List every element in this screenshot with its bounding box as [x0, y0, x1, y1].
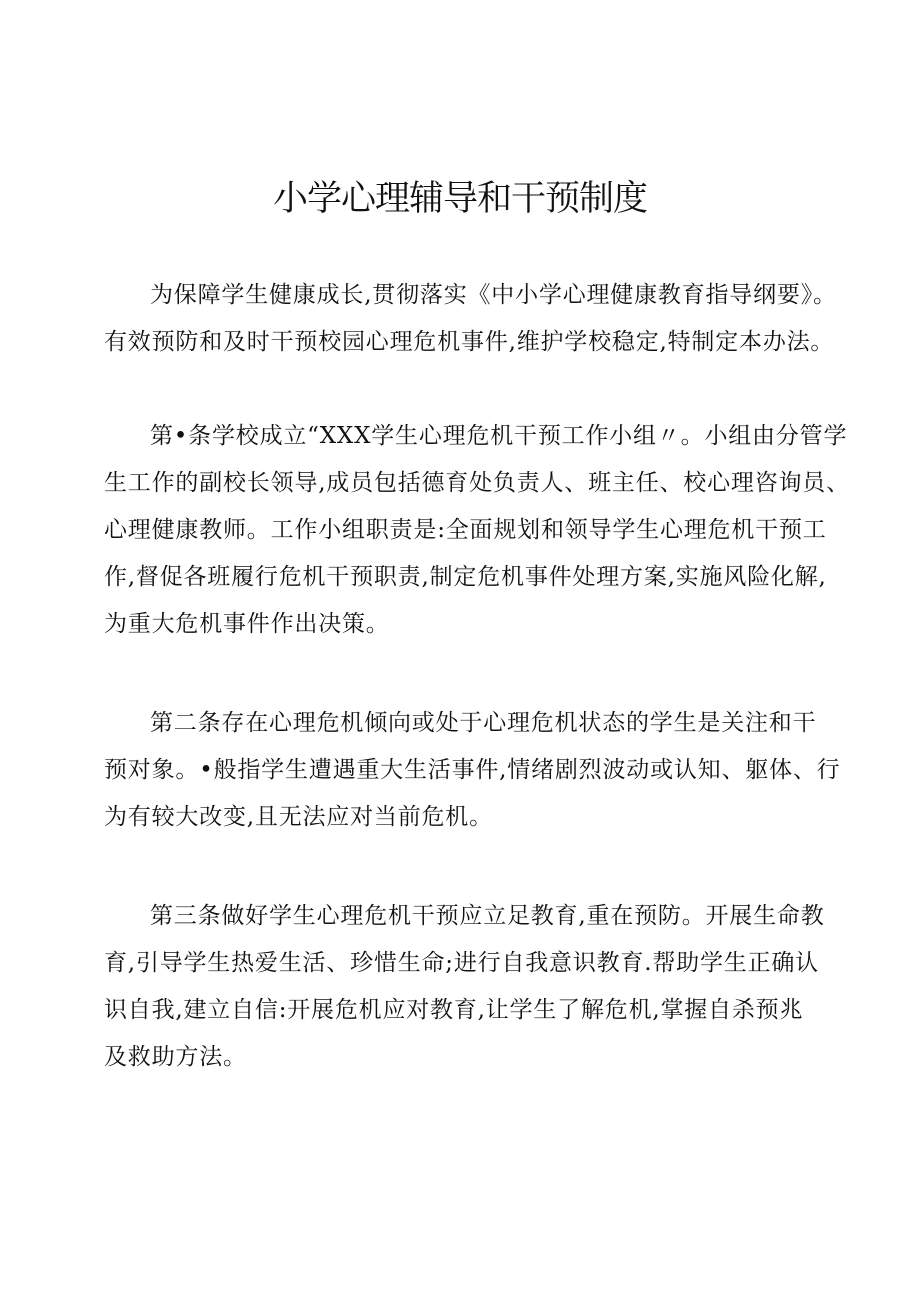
paragraph-article-2	[104, 700, 844, 841]
paragraph-line: 有效预防和及时干预校园心理危机事件,维护学校稳定,特制定本办法。	[104, 329, 835, 355]
paragraph-line: 作,督促各班履行危机干预职责,制定危机事件处理方案,实施风险化解,	[104, 564, 827, 590]
paragraph-intro	[104, 272, 844, 366]
paragraph-line: 第三条做好学生心理危机干预应立足教育,重在预防。开展生命教	[150, 903, 825, 929]
paragraph-line: 为有较大改变,且无法应对当前危机。	[104, 804, 493, 830]
paragraph-line: 第二条存在心理危机倾向或处于心理危机状态的学生是关注和干	[150, 710, 817, 736]
paragraph-line: 生工作的副校长领导,成员包括德育处负责人、班主任、校心理咨询员、	[104, 470, 850, 496]
document-title: 小学心理辅导和干预制度	[272, 179, 647, 219]
paragraph-article-1	[104, 413, 850, 648]
paragraph-line: 识自我,建立自信:开展危机应对教育,让学生了解危机,掌握自杀预兆	[104, 997, 804, 1023]
paragraph-article-3	[104, 893, 844, 1081]
paragraph-line: 为保障学生健康成长,贯彻落实《中小学心理健康教育指导纲要》。	[150, 282, 837, 308]
paragraph-line: 及救助方法。	[104, 1044, 247, 1070]
paragraph-line: 预对象。•般指学生遭遇重大生活事件,情绪剧烈波动或认知、躯体、行	[104, 757, 841, 783]
paragraph-line: 第•条学校成立“XXX学生心理危机干预工作小组〃。小组由分管学	[150, 423, 848, 449]
paragraph-line: 为重大危机事件作出决策。	[104, 611, 390, 637]
paragraph-line: 育,引导学生热爱生活、珍惜生命;进行自我意识教育.帮助学生正确认	[104, 950, 819, 976]
paragraph-line: 心理健康教师。工作小组职责是:全面规划和领导学生心理危机干预工	[104, 517, 827, 543]
